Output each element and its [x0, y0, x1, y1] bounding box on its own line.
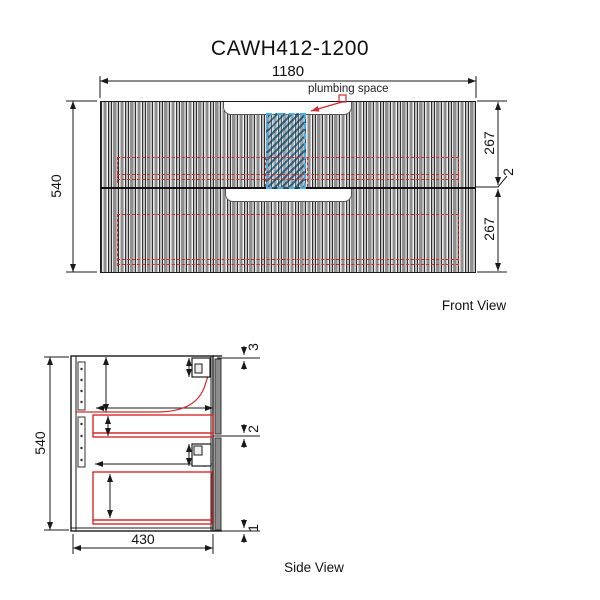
side-gap-3: 3: [245, 343, 261, 351]
side-dim-height-540: 540: [32, 431, 48, 455]
dim-width-1180: 1180: [271, 63, 305, 80]
drawer-front-panels: [215, 359, 221, 530]
side-gap-1: 1: [245, 524, 261, 532]
dim-drawer-top-267: 267: [481, 131, 497, 155]
side-dim-430: 430: [131, 531, 155, 547]
dim-gap-2: 2: [500, 168, 516, 176]
side-view-label: Side View: [284, 560, 344, 575]
side-view-body: [71, 356, 222, 531]
front-dimensions: [66, 76, 507, 272]
dim-height-540: 540: [48, 174, 64, 198]
front-view-label: Front View: [441, 298, 507, 313]
plumbing-space-label: plumbing space: [308, 83, 389, 95]
plumbing-arrow: [311, 95, 346, 111]
drawing-title: CAWH412-1200: [210, 37, 370, 60]
side-gap-2: 2: [245, 425, 261, 433]
dim-drawer-bottom-267: 267: [481, 217, 497, 241]
